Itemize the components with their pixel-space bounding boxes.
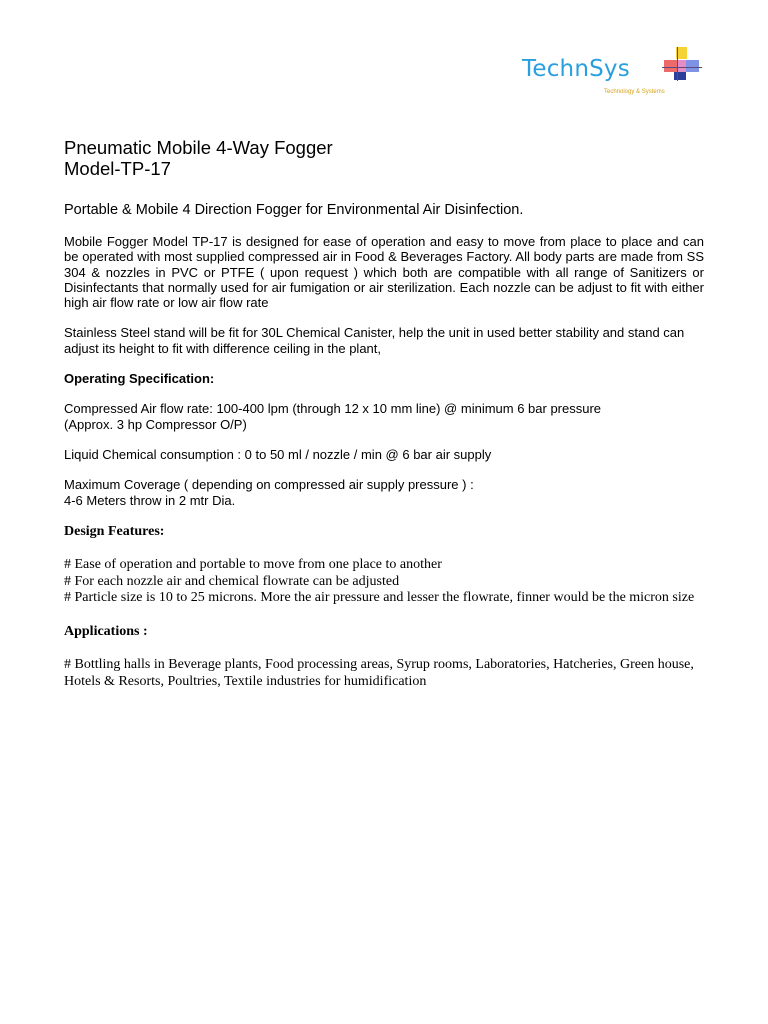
air-flow-line-1: Compressed Air flow rate: 100-400 lpm (through 12 x 10 mm line) @ minimum 6 bar pressure [64,401,602,417]
applications-text: # Bottling halls in Beverage plants, Food processing areas, Syrup rooms, Laboratories, Hatcheries, Green house, Hotels & Resorts, Poultries, Textile industries for humidification [64,657,694,690]
document-subtitle: Portable & Mobile 4 Direction Fogger for Environmental Air Disinfection. [64,202,524,218]
coverage-line-1: Maximum Coverage ( depending on compressed air supply pressure ) : [64,477,474,493]
coverage-line-2: 4-6 Meters throw in 2 mtr Dia. [64,492,236,508]
document-body [64,137,704,691]
logo-wordmark: TechnSys [522,56,630,82]
technsys-logo [520,44,710,104]
operating-spec-heading: Operating Specification: [64,371,215,387]
logo-tagline: Technology & Systems [604,89,665,95]
air-flow-line-2: (Approx. 3 hp Compressor O/P) [64,416,247,432]
intro-paragraph: Mobile Fogger Model TP-17 is designed for ease of operation and easy to move from place to place and can be operated with most supplied compressed air in Food & Beverages Factory. All body parts are made from SS 304 & nozzles in PVC or PTFE ( upon request ) which both are compatible with all range of Sanitizers or Disinfectants that normally used for air fumigation or air sterilization. Each nozzle can be adjust to fit with either high air flow rate or low air flow rate [64,234,704,311]
model-title: Model-TP-17 [64,158,171,179]
applications-heading: Applications : [64,624,148,640]
document-title: Pneumatic Mobile 4-Way Fogger [64,137,333,158]
list-item: # Ease of operation and portable to move from one place to another [64,556,442,572]
air-flow-rate [64,401,704,432]
design-features-heading: Design Features: [64,523,165,539]
logo-squares-icon [662,47,702,81]
chemical-consumption: Liquid Chemical consumption : 0 to 50 ml / nozzle / min @ 6 bar air supply [64,446,492,462]
list-item: # For each nozzle air and chemical flowrate can be adjusted [64,573,400,589]
maximum-coverage [64,477,704,508]
design-features-list [64,557,704,607]
stand-paragraph: Stainless Steel stand will be fit for 30L Chemical Canister, help the unit in used better stability and stand can adjust its height to fit with difference ceiling in the plant, [64,325,685,356]
list-item: # Particle size is 10 to 25 microns. More the air pressure and lesser the flowrate, finner would be the micron size [64,590,695,606]
